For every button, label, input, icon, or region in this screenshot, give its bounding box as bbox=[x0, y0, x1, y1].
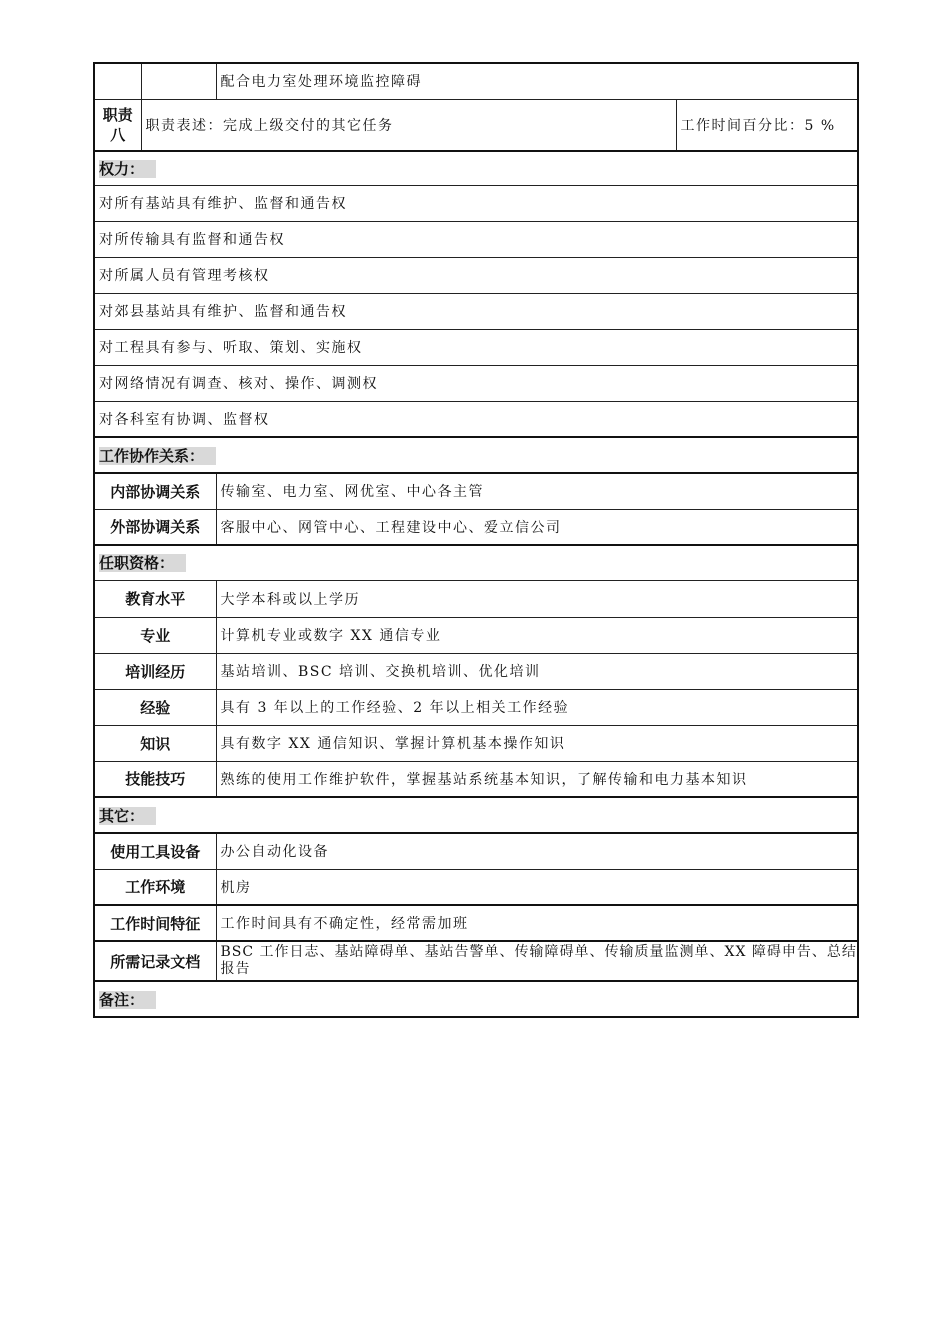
qualifications-heading: 任职资格： bbox=[99, 554, 186, 572]
duty8-time-percent: 工作时间百分比：5 % bbox=[676, 99, 858, 151]
duty8-description: 职责表述：完成上级交付的其它任务 bbox=[141, 99, 676, 151]
qualification-row bbox=[94, 725, 858, 761]
relation-label: 内部协调关系 bbox=[94, 473, 216, 509]
qualification-row bbox=[94, 617, 858, 653]
relation-value: 客服中心、网管中心、工程建设中心、爱立信公司 bbox=[216, 509, 858, 545]
notes-heading: 备注： bbox=[99, 991, 156, 1009]
qualification-label: 专业 bbox=[94, 617, 216, 653]
other-label: 工作环境 bbox=[94, 869, 216, 905]
qualification-row bbox=[94, 580, 858, 617]
other-row bbox=[94, 905, 858, 941]
qualification-label: 知识 bbox=[94, 725, 216, 761]
qualification-value: 计算机专业或数字 XX 通信专业 bbox=[216, 617, 858, 653]
job-description-table bbox=[93, 62, 857, 1018]
other-label: 使用工具设备 bbox=[94, 833, 216, 869]
other-value: 机房 bbox=[216, 869, 858, 905]
qualification-value: 具有 3 年以上的工作经验、2 年以上相关工作经验 bbox=[216, 689, 858, 725]
relation-label: 外部协调关系 bbox=[94, 509, 216, 545]
duty8-label: 职责 八 bbox=[94, 99, 141, 151]
other-value: 工作时间具有不确定性，经常需加班 bbox=[216, 905, 858, 941]
power-item: 对所传输具有监督和通告权 bbox=[94, 221, 858, 257]
relations-heading-row bbox=[94, 437, 858, 473]
qualification-label: 经验 bbox=[94, 689, 216, 725]
qualification-value: 熟练的使用工作维护软件，掌握基站系统基本知识，了解传输和电力基本知识 bbox=[216, 761, 858, 797]
other-label: 所需记录文档 bbox=[94, 941, 216, 981]
power-item: 对工程具有参与、听取、策划、实施权 bbox=[94, 329, 858, 365]
relations-heading: 工作协作关系： bbox=[99, 447, 216, 465]
qualification-value: 具有数字 XX 通信知识、掌握计算机基本操作知识 bbox=[216, 725, 858, 761]
other-value: BSC 工作日志、基站障碍单、基站告警单、传输障碍单、传输质量监测单、XX 障碍申告、总结报告 bbox=[216, 941, 858, 981]
qualification-row bbox=[94, 761, 858, 797]
relation-value: 传输室、电力室、网优室、中心各主管 bbox=[216, 473, 858, 509]
relation-row-external bbox=[94, 509, 858, 545]
other-heading-row bbox=[94, 797, 858, 833]
powers-heading: 权力： bbox=[99, 160, 156, 178]
qualification-label: 教育水平 bbox=[94, 580, 216, 617]
notes-heading-row bbox=[94, 981, 858, 1017]
empty-cell bbox=[141, 63, 216, 99]
qualification-label: 培训经历 bbox=[94, 653, 216, 689]
qualification-row bbox=[94, 653, 858, 689]
power-item: 对各科室有协调、监督权 bbox=[94, 401, 858, 437]
other-row bbox=[94, 833, 858, 869]
duty7-last-task-row bbox=[94, 63, 858, 99]
other-heading: 其它： bbox=[99, 807, 156, 825]
power-item: 对所有基站具有维护、监督和通告权 bbox=[94, 185, 858, 221]
other-value: 办公自动化设备 bbox=[216, 833, 858, 869]
other-label: 工作时间特征 bbox=[94, 905, 216, 941]
power-item: 对所属人员有管理考核权 bbox=[94, 257, 858, 293]
qualification-value: 基站培训、BSC 培训、交换机培训、优化培训 bbox=[216, 653, 858, 689]
qualification-row bbox=[94, 689, 858, 725]
empty-cell bbox=[94, 63, 141, 99]
powers-heading-row bbox=[94, 151, 858, 185]
task-text: 配合电力室处理环境监控障碍 bbox=[216, 63, 858, 99]
qualification-value: 大学本科或以上学历 bbox=[216, 580, 858, 617]
relation-row-internal bbox=[94, 473, 858, 509]
other-row bbox=[94, 941, 858, 981]
qualifications-heading-row bbox=[94, 545, 858, 580]
qualification-label: 技能技巧 bbox=[94, 761, 216, 797]
power-item: 对郊县基站具有维护、监督和通告权 bbox=[94, 293, 858, 329]
power-item: 对网络情况有调查、核对、操作、调测权 bbox=[94, 365, 858, 401]
other-row bbox=[94, 869, 858, 905]
duty8-row bbox=[94, 99, 858, 151]
